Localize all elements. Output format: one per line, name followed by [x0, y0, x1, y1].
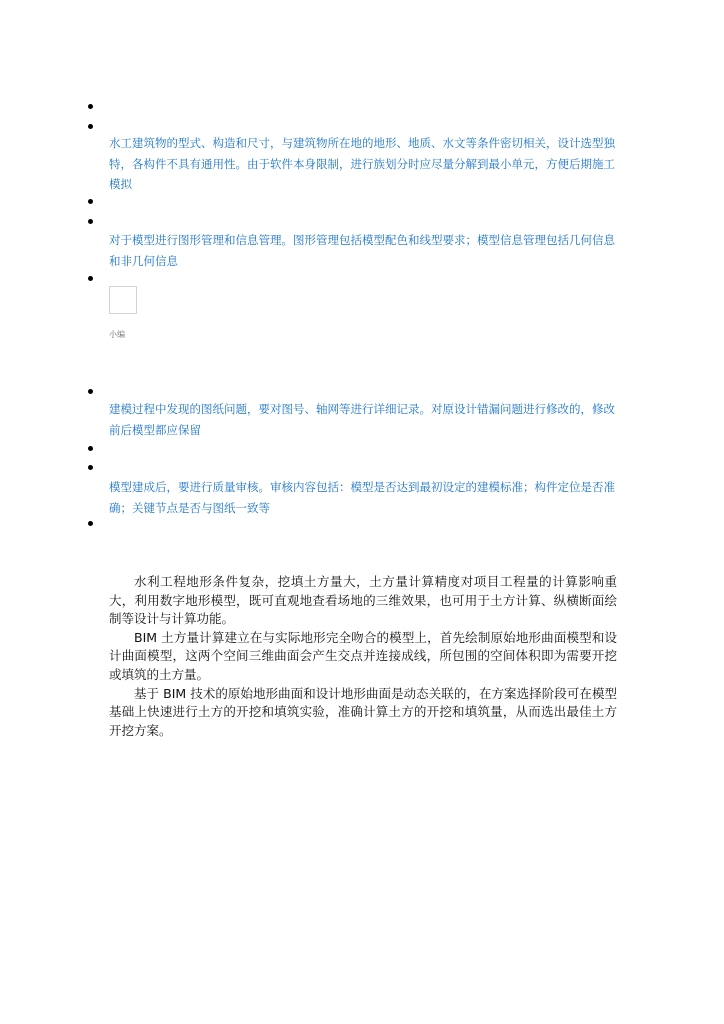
list-bullet: [88, 446, 93, 451]
body-text: [109, 573, 617, 740]
body-paragraph: 水利工程地形条件复杂，挖填土方量大，土方量计算精度对项目工程量的计算影响重大，利用数字地形模型，既可直观地查看场地的三维效果，也可用于土方计算、纵横断面绘制等设计与计算功能。: [109, 574, 617, 627]
body-paragraph: 基于 BIM 技术的原始地形曲面和设计地形曲面是动态关联的，在方案选择阶段可在模型基础上快速进行土方的开挖和填筑实验，准确计算土方的开挖和填筑量，从而选出最佳土方开挖方案。: [109, 685, 617, 738]
body-paragraph: BIM 土方量计算建立在与实际地形完全吻合的模型上，首先绘制原始地形曲面模型和设计曲面模型，这两个空间三维曲面会产生交点并连接成线，所包围的空间体积即为需要开挖或填筑的土方量。: [109, 629, 617, 682]
list-bullet: [88, 199, 93, 204]
list-item-text[interactable]: 对于模型进行图形管理和信息管理。图形管理包括模型配色和线型要求；模型信息管理包括几何信息和非几何信息: [109, 233, 615, 268]
image-placeholder: [109, 286, 137, 314]
list-bullet: [88, 389, 93, 394]
list-bullet: [88, 104, 93, 109]
list-bullet: [88, 276, 93, 281]
image-caption: 小编: [109, 330, 125, 339]
list-bullet: [88, 521, 93, 526]
list-bullet: [88, 219, 93, 224]
list-item-text[interactable]: 模型建成后，要进行质量审核。审核内容包括：模型是否达到最初设定的建模标准；构件定位是否准确；关键节点是否与图纸一致等: [109, 480, 615, 515]
list-item-text[interactable]: 建模过程中发现的图纸问题，要对图号、轴网等进行详细记录。对原设计错漏问题进行修改的，修改前后模型都应保留: [109, 402, 615, 437]
list-bullet: [88, 124, 93, 129]
list-item-text[interactable]: 水工建筑物的型式、构造和尺寸，与建筑物所在地的地形、地质、水文等条件密切相关，设计选型独特，各构件不具有通用性。由于软件本身限制，进行族划分时应尽量分解到最小单元，方便后期施工模拟: [109, 136, 615, 191]
list-bullet: [88, 465, 93, 470]
